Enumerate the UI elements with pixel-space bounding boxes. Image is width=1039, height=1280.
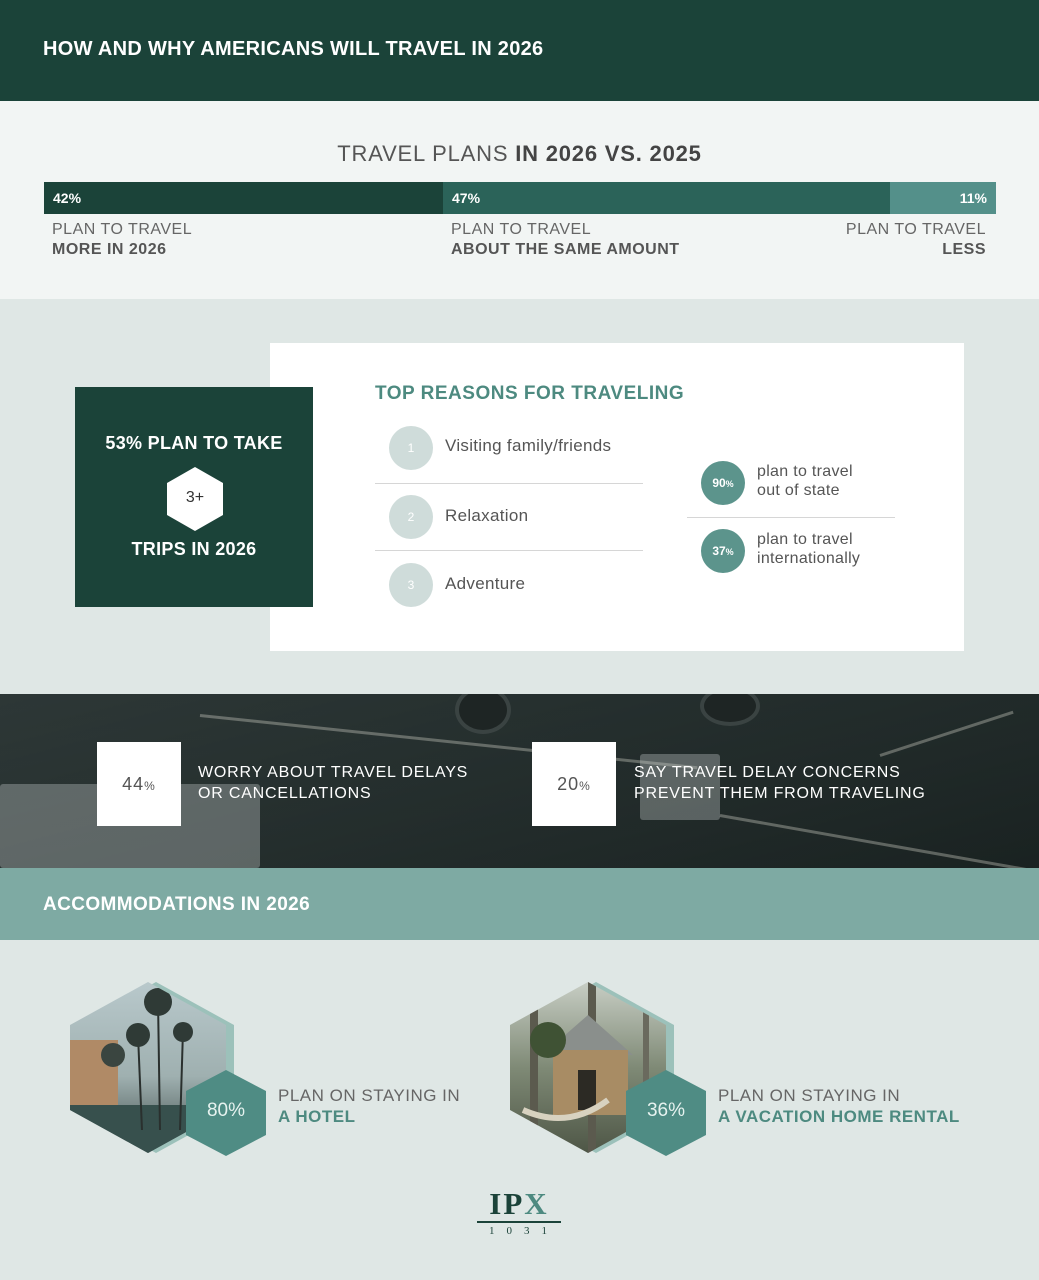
logo-number: 1031	[489, 1225, 559, 1237]
reason-label: Relaxation	[445, 506, 529, 525]
stat-unit: %	[725, 547, 734, 557]
reason-item	[375, 550, 643, 618]
accom-line: PLAN ON STAYING IN	[278, 1086, 461, 1105]
rank-circle: 1	[389, 426, 433, 470]
delay-value: 20	[557, 774, 580, 794]
vacation-home-percentage: 36%	[646, 1100, 686, 1121]
label-line: PLAN TO TRAVEL	[451, 221, 592, 238]
reasons-section	[0, 299, 1039, 694]
reason-label: Adventure	[445, 574, 526, 593]
delay-text	[634, 762, 926, 804]
jet-engine	[700, 694, 760, 726]
runway-marking	[720, 814, 1039, 868]
delay-unit: %	[579, 779, 591, 793]
travel-plans-section	[0, 101, 1039, 299]
label-line: PLAN TO TRAVEL	[52, 221, 193, 238]
delay-line: WORRY ABOUT TRAVEL DELAYS	[198, 764, 469, 781]
label-line-bold: MORE IN 2026	[52, 241, 167, 258]
bar-segment-less: 11%	[890, 182, 996, 214]
rank-circle: 3	[389, 563, 433, 607]
delay-line: OR CANCELLATIONS	[198, 785, 372, 802]
hexagon-badge	[167, 467, 223, 531]
jet-engine	[455, 694, 511, 734]
runway-marking	[200, 714, 698, 769]
page-header	[0, 0, 1039, 101]
hotel-percentage: 80%	[206, 1100, 246, 1121]
delay-line: SAY TRAVEL DELAY CONCERNS	[634, 764, 901, 781]
runway-marking	[880, 711, 1014, 757]
hotel-text	[278, 1085, 460, 1127]
vacation-home-text	[718, 1085, 960, 1127]
stat-circle	[701, 461, 745, 505]
stat-text	[757, 530, 860, 568]
hotel-percentage-badge	[186, 1070, 266, 1156]
trips-callout	[75, 387, 313, 607]
logo-wordmark	[476, 1188, 562, 1220]
accommodations-title: ACCOMMODATIONS IN 2026	[43, 894, 311, 915]
delay-text	[198, 762, 468, 804]
stat-line: plan to travel	[757, 531, 853, 548]
page-title: HOW AND WHY AMERICANS WILL TRAVEL IN 2026	[43, 38, 544, 60]
logo-accent: X	[524, 1186, 549, 1221]
accommodations-header	[0, 868, 1039, 940]
stat-line: plan to travel	[757, 463, 853, 480]
label-line-bold: LESS	[942, 241, 986, 258]
delay-stat-box	[97, 742, 181, 826]
delay-unit: %	[144, 779, 156, 793]
trips-line1: 53% PLAN TO TAKE	[105, 433, 283, 453]
delay-value: 44	[122, 774, 145, 794]
reason-item	[375, 483, 643, 551]
title-bold: IN 2026 VS. 2025	[515, 141, 702, 166]
reasons-title: TOP REASONS FOR TRAVELING	[375, 383, 685, 404]
accom-line: PLAN ON STAYING IN	[718, 1086, 901, 1105]
stat-international	[687, 517, 895, 585]
reason-label: Visiting family/friends	[445, 436, 612, 455]
travel-delays-banner	[0, 694, 1039, 868]
delay-stat-box	[532, 742, 616, 826]
logo-rule	[477, 1221, 561, 1223]
travel-plans-title	[0, 141, 1039, 167]
vacation-home-percentage-badge	[626, 1070, 706, 1156]
label-less	[846, 220, 986, 260]
label-same	[451, 220, 680, 260]
label-line-bold: ABOUT THE SAME AMOUNT	[451, 241, 680, 258]
delay-line: PREVENT THEM FROM TRAVELING	[634, 785, 926, 802]
stat-value: 90	[712, 476, 726, 490]
title-light: TRAVEL PLANS	[337, 141, 509, 166]
stat-line: internationally	[757, 550, 861, 567]
accommodation-vacation-home	[508, 980, 968, 1155]
stat-value: 37	[712, 544, 726, 558]
accom-line-bold: A VACATION HOME RENTAL	[718, 1107, 960, 1126]
reason-item	[375, 415, 643, 483]
bar-segment-same: 47%	[443, 182, 890, 214]
label-line: PLAN TO TRAVEL	[845, 221, 986, 238]
stat-text	[757, 462, 853, 500]
accommodation-hotel	[68, 980, 528, 1155]
stat-circle	[701, 529, 745, 573]
stacked-bar	[44, 182, 996, 214]
label-more	[52, 220, 192, 260]
stat-out-of-state	[687, 449, 895, 517]
ipx-logo	[476, 1188, 562, 1238]
bar-segment-more: 42%	[44, 182, 443, 214]
stat-line: out of state	[757, 482, 840, 499]
accom-line-bold: A HOTEL	[278, 1107, 356, 1126]
stat-unit: %	[725, 479, 734, 489]
logo-main: IP	[489, 1186, 525, 1221]
trips-line2: TRIPS IN 2026	[131, 539, 257, 559]
rank-circle: 2	[389, 495, 433, 539]
trips-count: 3+	[185, 489, 205, 506]
